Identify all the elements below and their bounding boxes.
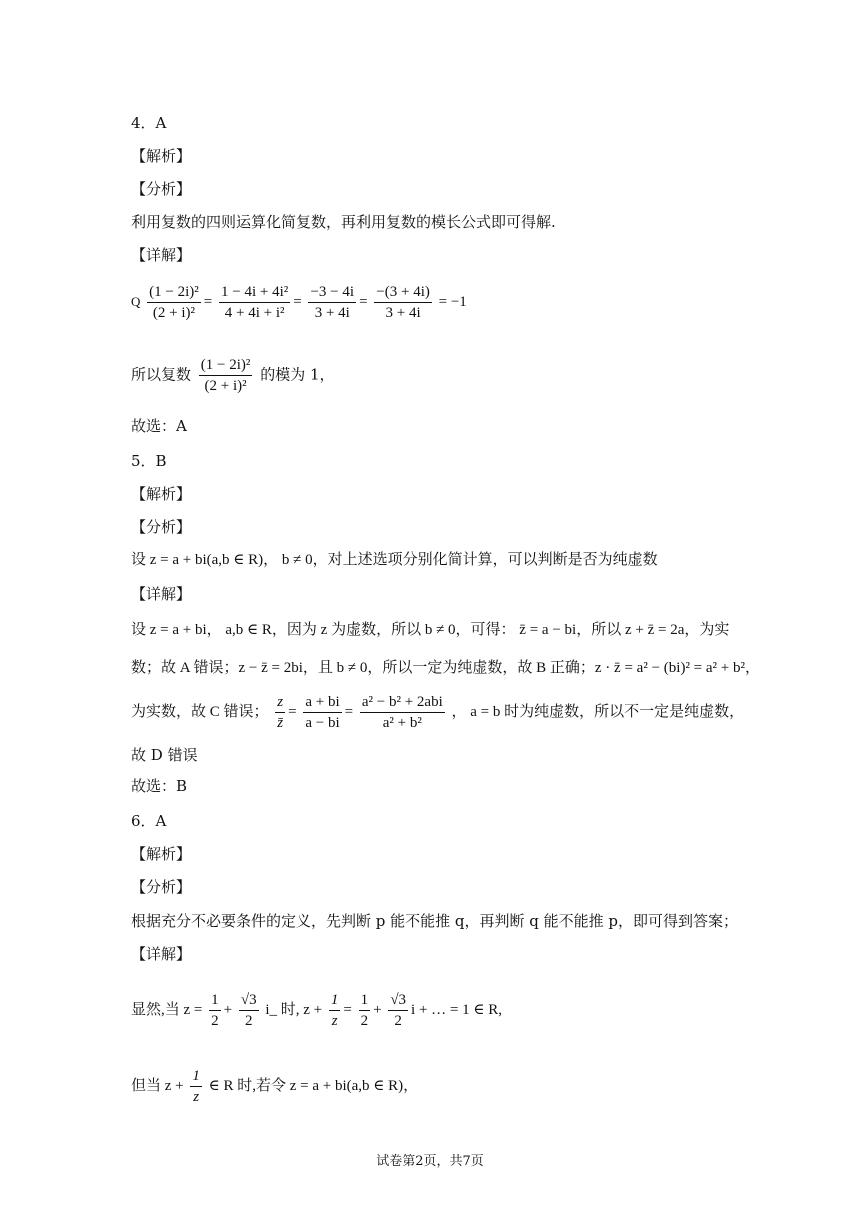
q6-analysis-text: 根据充分不必要条件的定义，先判断 p 能不能推 q，再判断 q 能不能推 p，即可得到答案； [131,912,739,930]
q5-detail-line-3: 为实数，故 C 错误； $\frac{z}{z̄}$ = $\frac{a + bi}{a - bi}$ = $\frac{\text{a² − b² + 2abi}}{\text{a² + b²}}$ ， a = b 时为纯虚数，所以不一定是纯虚数， [131,694,745,731]
q6-last-suffix: ∈ R 时,若令 z = a + bi(a,b ∈ R)， [208,1077,419,1094]
q6-frac-one-half [209,990,221,1031]
fraction-denominator: a − bi [305,715,340,731]
q6-frac-sqrt3-half [239,990,259,1031]
fraction-denominator: 2 [244,1013,253,1029]
fraction-numerator: (1 − 2i)² [147,282,201,303]
q4-eq-prefix: Q [131,293,141,309]
q5-fenxi-label: 【分析】 [131,518,192,536]
q4-mod-suffix: 的模为 1， [260,365,335,384]
q6-fenxi-label: 【分析】 [131,878,192,896]
q6-last-prefix: 但当 z + [131,1077,184,1094]
q6-equation: 显然,当 z = $\frac{1}{2}$ + $\frac{√3}{2}$ i_ 时, z + $\frac{1}{z}$ = $\frac{1}{2}$ + $\frac{√3}{2}$ i + … = 1 ∈ R, [131,992,503,1029]
q5-jiexi-label: 【解析】 [131,485,192,503]
fraction-numerator: 1 [209,990,221,1011]
fraction-denominator: 2 [211,1013,219,1029]
q5-d3-suffix: ， a = b 时为纯虚数，所以不一定是纯虚数， [451,703,745,720]
q5-detail-line-1: 设 z = a + bi， a,b ∈ R，因为 z 为虚数，所以 b ≠ 0，可得： z̄ = a − bi，所以 z + z̄ = 2a，为实 [131,622,730,638]
q6-frac-sqrt3-half-2 [388,990,408,1031]
fraction-numerator: −3 − 4i [308,282,356,303]
q6-eq-prefix: 显然,当 z = [131,1001,203,1018]
q6-eq-mid: i_ 时, z + [265,1001,323,1018]
q4-eq-fraction-3 [308,282,356,323]
q5-xiangjie-label: 【详解】 [131,585,192,603]
q6-xiangjie-label: 【详解】 [131,945,192,963]
fraction-denominator: z [193,1089,200,1105]
q4-equation: Q $\frac{\text{(1 − 2i)²}}{\text{(2 + i)²}}$ = $\frac{\text{1 − 4i + 4i²}}{\text{4 + 4i + i²}}$ = $\frac{-3 - 4i}{3 + 4i}$ = $\frac{-(3 + 4i)}{3 + 4i}$ = −1 [131,284,467,321]
q5-fraction-2 [303,692,341,733]
q6-frac-one-over-z [329,990,341,1031]
fraction-denominator: a² + b² [382,715,422,731]
fraction-numerator: z [275,692,285,713]
fraction-denominator: 2 [360,1013,369,1029]
q4-mod-prefix: 所以复数 [131,365,192,384]
fraction-denominator: 3 + 4i [385,305,421,321]
q5-d3-prefix: 为实数，故 C 错误； [131,703,269,720]
fraction-numerator: 1 [190,1066,202,1087]
fraction-denominator: (2 + i)² [204,378,247,394]
q5-fraction-z-over-zbar [275,692,285,733]
fraction-denominator: 4 + 4i + i² [224,305,285,321]
q6-frac-one-half-2 [359,990,371,1031]
fraction-numerator: −(3 + 4i) [374,282,432,303]
q4-modulus-line [131,355,335,396]
q6-imag-unit: i [411,1001,416,1018]
q6-heading: 6．A [131,812,167,830]
q4-fenxi-label: 【分析】 [131,180,192,198]
q4-eq-fraction-4 [374,282,432,323]
fraction-numerator: 1 [329,990,341,1011]
q4-heading: 4．A [131,114,167,132]
q5-detail-line-4: 故 D 错误 [131,746,198,764]
q4-eq-fraction-1 [147,282,201,323]
fraction-denominator: z̄ [277,715,284,731]
fraction-denominator: z [331,1013,338,1029]
q5-fraction-3 [360,692,445,733]
page-footer: 试卷第2页，共7页 [376,1154,484,1169]
q4-jiexi-label: 【解析】 [131,147,192,165]
fraction-denominator: (2 + i)² [152,305,196,321]
q4-analysis-text: 利用复数的四则运算化简复数，再利用复数的模长公式即可得解. [131,213,556,231]
q4-eq-result: = −1 [438,293,467,310]
fraction-denominator: 2 [394,1013,402,1029]
fraction-numerator: 1 [359,990,371,1011]
q5-answer: 故选：B [131,777,188,795]
q4-mod-fraction [199,355,253,396]
fraction-numerator: a² − b² + 2abi [360,692,445,713]
q4-xiangjie-label: 【详解】 [131,246,192,264]
fraction-numerator: 1 − 4i + 4i² [219,282,290,303]
fraction-numerator: a + bi [303,692,341,713]
fraction-numerator: (1 − 2i)² [199,355,253,376]
q6-jiexi-label: 【解析】 [131,845,192,863]
fraction-numerator: √3 [239,990,259,1011]
fraction-numerator: √3 [388,990,408,1011]
q5-heading: 5．B [131,452,167,470]
q6-eq-tail: = 1 ∈ R, [449,1001,503,1018]
q5-detail-line-2: 数；故 A 错误；z − z̄ = 2bi，且 b ≠ 0，所以一定为纯虚数，故 B 正确；z · z̄ = a² − (bi)² = a² + b²， [131,660,761,676]
q4-answer: 故选：A [131,417,187,435]
q5-analysis-text: 设 z = a + bi(a,b ∈ R)， b ≠ 0，对上述选项分别化简计算，可以判断是否为纯虚数 [131,552,658,568]
fraction-denominator: 3 + 4i [314,305,350,321]
q6-last-line [131,1066,418,1107]
q4-eq-fraction-2 [219,282,290,323]
q6-last-frac-one-over-z [190,1066,202,1107]
